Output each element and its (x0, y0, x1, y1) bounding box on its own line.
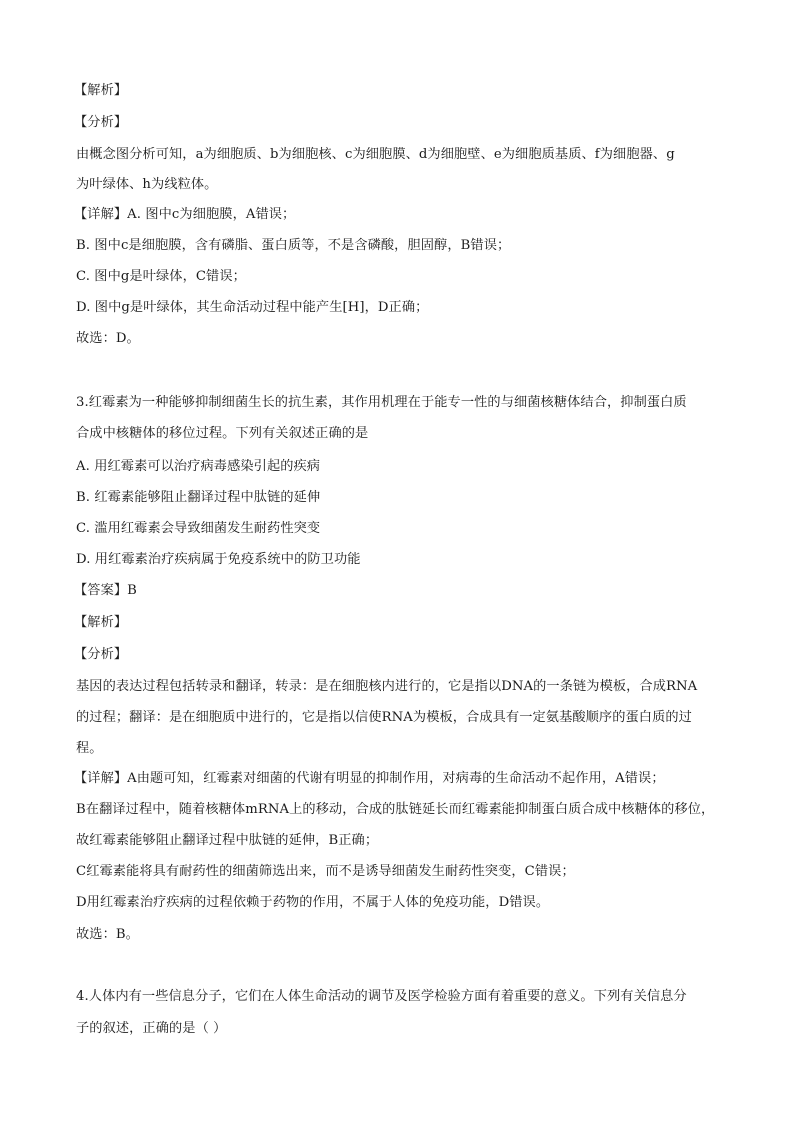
answer-choice-q2: 故选：D。 (76, 331, 140, 346)
question-3-detail-a: 【详解】A由题可知，红霉素对细菌的代谢有明显的抑制作用，对病毒的生命活动不起作用，A错误； (74, 771, 665, 786)
question-3-option-b: B. 红霉素能够阻止翻译过程中肽链的延伸 (76, 490, 321, 505)
question-3-detail-b-cont: 故红霉素能够阻止翻译过程中肽链的延伸，B正确； (76, 833, 379, 848)
detail-option-b: B. 图中c是细胞膜，含有磷脂、蛋白质等，不是含磷酸，胆固醇，B错误； (76, 238, 511, 253)
question-3-detail-b: B在翻译过程中，随着核糖体mRNA上的移动，合成的肽链延长而红霉素能抑制蛋白质合成中核糖体的移位， (76, 802, 715, 817)
question-3-answer: 【答案】B (74, 583, 137, 598)
section-fenxi-label: 【分析】 (74, 115, 128, 130)
question-3-analysis-end: 程。 (76, 741, 103, 756)
question-4-stem: 4.人体内有一些信息分子，它们在人体生命活动的调节及医学检验方面有着重要的意义。下列有关信息分 (76, 989, 687, 1004)
detail-option-c: C. 图中g是叶绿体，C错误； (76, 269, 246, 284)
question-3-jiexi-label: 【解析】 (74, 615, 128, 630)
detail-option-a: 【详解】A. 图中c为细胞膜，A错误； (74, 207, 296, 222)
question-3-detail-d: D用红霉素治疗疾病的过程依赖于药物的作用，不属于人体的免疫功能，D错误。 (76, 895, 550, 910)
question-4-stem-cont: 子的叙述，正确的是（ ） (76, 1021, 227, 1036)
section-jiexi-label: 【解析】 (74, 83, 128, 98)
question-3-option-c: C. 滥用红霉素会导致细菌发生耐药性突变 (76, 521, 321, 536)
question-3-stem-cont: 合成中核糖体的移位过程。下列有关叙述正确的是 (76, 426, 369, 441)
question-3-option-a: A. 用红霉素可以治疗病毒感染引起的疾病 (76, 459, 321, 474)
question-3-fenxi-label: 【分析】 (74, 647, 128, 662)
question-3-option-d: D. 用红霉素治疗疾病属于免疫系统中的防卫功能 (76, 552, 361, 567)
question-3-stem: 3.红霉素为一种能够抑制细菌生长的抗生素，其作用机理在于能专一性的与细菌核糖体结合，抑制蛋白质 (76, 395, 687, 410)
analysis-text: 由概念图分析可知，a为细胞质、b为细胞核、c为细胞膜、d为细胞壁、e为细胞质基质、f为细胞器、g (76, 147, 675, 162)
analysis-text-cont: 为叶绿体、h为线粒体。 (76, 177, 218, 192)
question-3-analysis: 基因的表达过程包括转录和翻译，转录：是在细胞核内进行的，它是指以DNA的一条链为模板，合成RNA (76, 679, 698, 694)
question-3-analysis-cont: 的过程；翻译：是在细胞质中进行的，它是指以信使RNA为模板，合成具有一定氨基酸顺序的蛋白质的过 (76, 710, 692, 725)
answer-choice-q3: 故选：B。 (76, 927, 139, 942)
question-3-detail-c: C红霉素能将具有耐药性的细菌筛选出来，而不是诱导细菌发生耐药性突变，C错误； (76, 864, 575, 879)
detail-option-d: D. 图中g是叶绿体，其生命活动过程中能产生[H]，D正确； (76, 300, 429, 315)
